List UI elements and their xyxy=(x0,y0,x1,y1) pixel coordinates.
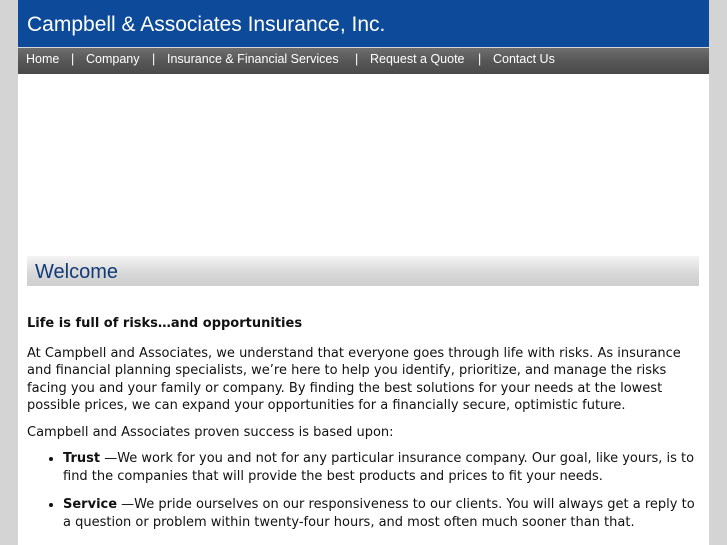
site-title: Campbell & Associates Insurance, Inc. xyxy=(27,13,386,36)
nav-insurance-financial-services-link[interactable]: Insurance & Financial Services xyxy=(167,52,339,66)
intro-paragraph: At Campbell and Associates, we understand that everyone goes through life with risks. As insurance and financial planning specialists, we’re here to help you identify, prioritize, and manage the risks facing you and your family or company. By finding the best solutions for your needs at the lowest possible prices, we can expand your opportunities for a financially secure, optimistic future. xyxy=(27,345,681,413)
nav-separator: | xyxy=(355,52,359,66)
site-banner xyxy=(18,0,709,48)
main-navigation xyxy=(18,48,709,74)
nav-contact-us-link[interactable]: Contact Us xyxy=(493,52,555,66)
nav-company-link[interactable]: Company xyxy=(86,52,140,66)
nav-separator: | xyxy=(152,52,156,66)
tagline: Life is full of risks…and opportunities xyxy=(27,316,303,331)
nav-request-quote-link[interactable]: Request a Quote xyxy=(370,52,465,66)
list-item-term: Service xyxy=(63,497,118,512)
welcome-heading-bar xyxy=(27,256,699,286)
list-item-service xyxy=(63,496,699,531)
list-item-term: Trust xyxy=(63,451,101,466)
list-item-trust xyxy=(63,450,699,485)
nav-separator: | xyxy=(71,52,75,66)
welcome-heading: Welcome xyxy=(35,261,118,283)
page-container xyxy=(18,0,709,545)
success-list xyxy=(27,450,699,531)
list-item-text: —We pride ourselves on our responsiveness to our clients. You will always get a reply to a question or problem within twenty-four hours, and most often much sooner than that. xyxy=(63,497,695,530)
main-content xyxy=(27,315,699,542)
nav-home-link[interactable]: Home xyxy=(26,52,60,66)
list-item-text: —We work for you and not for any particular insurance company. Our goal, like yours, is to find the companies that will provide the best products and prices to fit your needs. xyxy=(63,451,695,484)
success-lead: Campbell and Associates proven success is based upon: xyxy=(27,424,394,440)
nav-separator: | xyxy=(478,52,482,66)
